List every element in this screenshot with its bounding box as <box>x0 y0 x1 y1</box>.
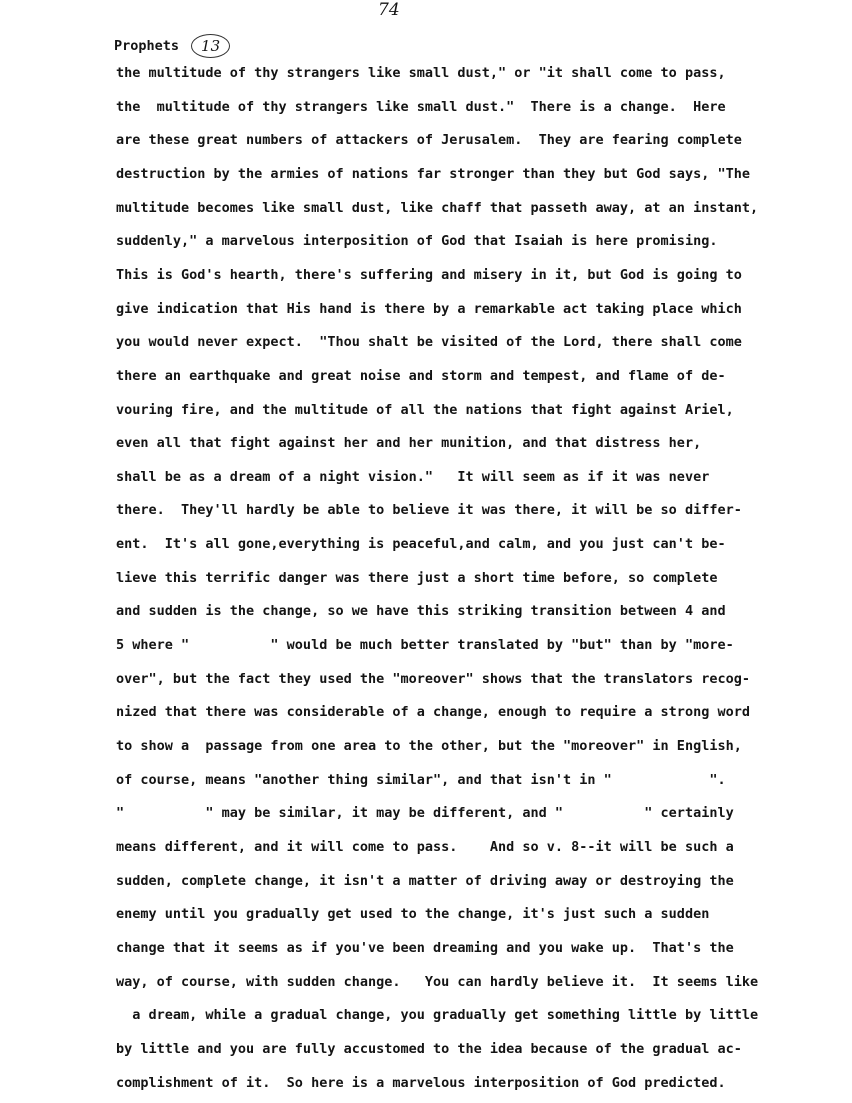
text-line: lieve this terrific danger was there just a short time before, so complete <box>116 569 718 586</box>
text-line: way, of course, with sudden change. You can hardly believe it. It seems like <box>116 973 759 990</box>
text-line: multitude becomes like small dust, like chaff that passeth away, at an instant, <box>116 199 759 216</box>
text-line: the multitude of thy strangers like small dust." There is a change. Here <box>116 98 726 115</box>
text-line: even all that fight against her and her munition, and that distress her, <box>116 435 702 452</box>
text-line: you would never expect. "Thou shalt be visited of the Lord, there shall come <box>116 334 742 351</box>
text-line: the multitude of thy strangers like small dust," or "it shall come to pass, <box>116 65 726 81</box>
text-line: over", but the fact they used the "moreover" shows that the translators recog- <box>116 670 750 687</box>
text-line: of course, means "another thing similar", and that isn't in " ". <box>116 771 726 788</box>
text-line: there. They'll hardly be able to believe it was there, it will be so differ- <box>116 502 742 519</box>
text-line: shall be as a dream of a night vision." It will seem as if it was never <box>116 468 710 485</box>
text-line: 5 where " " would be much better translated by "but" than by "more- <box>116 637 734 654</box>
text-line: means different, and it will come to pass. And so v. 8--it will be such a <box>116 838 734 855</box>
text-line: vouring fire, and the multitude of all the nations that fight against Ariel, <box>116 401 734 418</box>
text-line: change that it seems as if you've been dreaming and you wake up. That's the <box>116 939 734 956</box>
circled-page-number: 13 <box>191 34 230 58</box>
text-line: a dream, while a gradual change, you gradually get something little by little <box>116 1007 759 1024</box>
header-label: Prophets <box>114 38 180 54</box>
text-line: are these great numbers of attackers of Jerusalem. They are fearing complete <box>116 132 742 149</box>
text-line: there an earthquake and great noise and storm and tempest, and flame of de- <box>116 367 726 384</box>
text-line: enemy until you gradually get used to the change, it's just such a sudden <box>116 906 710 923</box>
text-line: complishment of it. So here is a marvelous interposition of God predicted. <box>116 1074 726 1091</box>
page-number: 74 <box>378 0 400 20</box>
text-line: give indication that His hand is there by a remarkable act taking place which <box>116 300 742 317</box>
text-line: sudden, complete change, it isn't a matter of driving away or destroying the <box>116 872 734 889</box>
text-line: ent. It's all gone,everything is peaceful,and calm, and you just can't be- <box>116 536 726 553</box>
text-line: nized that there was considerable of a change, enough to require a strong word <box>116 704 750 721</box>
text-line: This is God's hearth, there's suffering and misery in it, but God is going to <box>116 266 742 283</box>
text-line: suddenly," a marvelous interposition of God that Isaiah is here promising. <box>116 233 718 250</box>
text-line: to show a passage from one area to the other, but the "moreover" in English, <box>116 738 742 754</box>
text-line: destruction by the armies of nations far stronger than they but God says, "The <box>116 165 750 182</box>
text-line: " " may be similar, it may be different, and " " certainly <box>116 805 734 822</box>
text-line: and sudden is the change, so we have this striking transition between 4 and <box>116 603 726 620</box>
text-line: by little and you are fully accustomed to the idea because of the gradual ac- <box>116 1040 742 1057</box>
